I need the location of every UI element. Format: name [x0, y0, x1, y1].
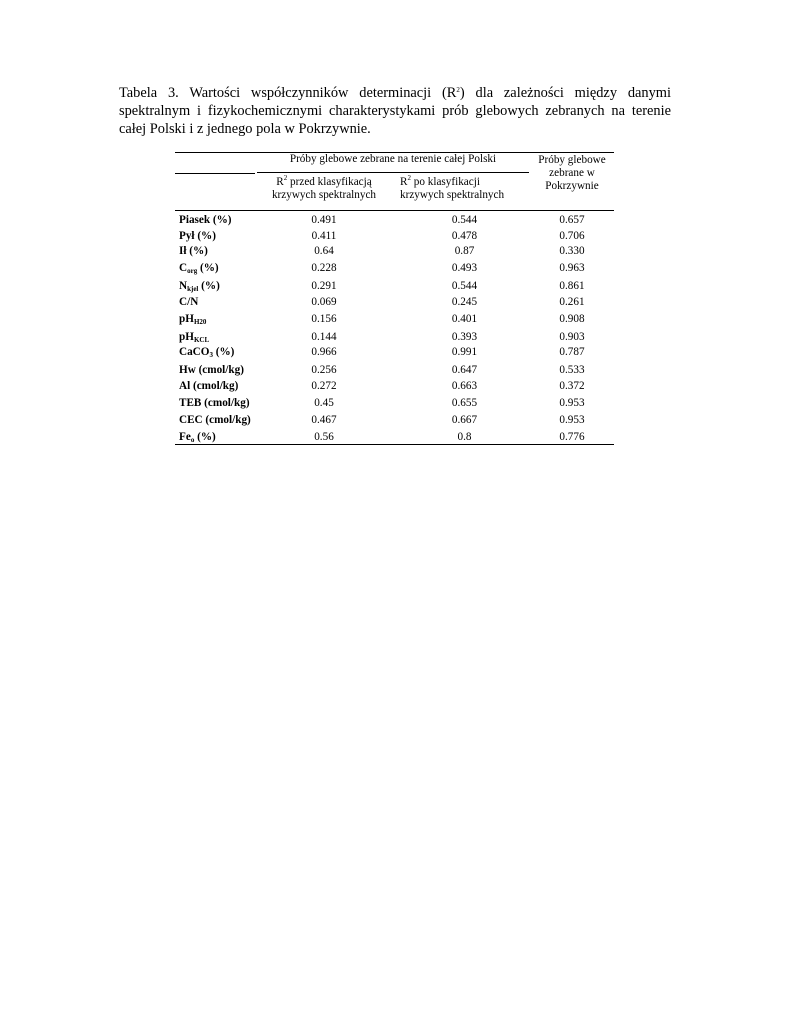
- cell-before: 0.56: [314, 431, 334, 443]
- cell-after: 0.647: [451, 364, 478, 376]
- row-label: [179, 313, 206, 326]
- cell-pokrzywno: 0.261: [559, 296, 585, 308]
- after-header-line-1: [400, 172, 529, 189]
- group-header: Próby glebowe zebrane na terenie całej Polski: [289, 153, 497, 165]
- after-header-prefix: R: [400, 176, 408, 188]
- pokrzywno-header-line-1: Próby glebowe: [538, 154, 606, 166]
- cell-after: 0.544: [451, 280, 478, 292]
- table-caption: [119, 81, 671, 138]
- row-label: [179, 214, 232, 226]
- row-label-unit: (%): [198, 280, 220, 292]
- row-label-unit: (%): [212, 346, 235, 358]
- caption-text-1: Tabela 3. Wartości współczynników determinacji (R: [119, 85, 457, 101]
- row-label-subscript: kjel: [187, 285, 199, 293]
- row-label: [179, 364, 244, 376]
- label-header-rule: [175, 173, 255, 174]
- row-label: [179, 262, 219, 275]
- pokrzywno-header-line-2: zebrane w: [549, 167, 595, 179]
- cell-pokrzywno: 0.372: [559, 380, 585, 392]
- pokrzywno-header: [530, 154, 614, 193]
- row-label: [179, 414, 251, 426]
- row-label-subscript: o: [190, 436, 195, 444]
- cell-before: 0.144: [311, 331, 337, 343]
- cell-after: 0.663: [451, 380, 478, 392]
- row-label: [179, 431, 216, 444]
- cell-after: 0.544: [451, 214, 478, 226]
- cell-pokrzywno: 0.963: [559, 262, 585, 274]
- row-label-text: Hw (cmol/kg): [179, 364, 244, 376]
- row-label: [179, 296, 198, 308]
- row-label-text: TEB (cmol/kg): [179, 397, 250, 409]
- cell-before: 0.228: [311, 262, 337, 274]
- row-label: [179, 280, 220, 293]
- before-header-prefix: R: [276, 176, 284, 188]
- cell-pokrzywno: 0.908: [559, 313, 585, 325]
- row-label-text: Pył (%): [179, 230, 216, 242]
- cell-before: 0.64: [314, 245, 334, 257]
- cell-after: 0.991: [451, 346, 478, 358]
- row-label-text: Piasek (%): [179, 214, 232, 226]
- cell-before: 0.966: [311, 346, 337, 358]
- after-header: [400, 172, 529, 202]
- row-label: [179, 331, 209, 344]
- cell-before: 0.069: [311, 296, 337, 308]
- row-label-text: C/N: [179, 296, 199, 308]
- cell-pokrzywno: 0.787: [559, 346, 585, 358]
- cell-before: 0.291: [311, 280, 337, 292]
- cell-after: 0.478: [451, 230, 478, 242]
- row-label-unit: (%): [194, 431, 216, 443]
- before-header-line-2: krzywych spektralnych: [271, 189, 377, 201]
- after-header-sup: 2: [407, 174, 411, 182]
- cell-pokrzywno: 0.533: [559, 364, 585, 376]
- row-label-text: pH: [179, 313, 194, 325]
- cell-before: 0.256: [311, 364, 337, 376]
- row-label: [179, 230, 216, 242]
- bottom-rule: [175, 444, 614, 445]
- row-label-text: Al (cmol/kg): [179, 380, 239, 392]
- before-header-sup: 2: [283, 174, 288, 182]
- cell-before: 0.156: [311, 313, 337, 325]
- cell-pokrzywno: 0.861: [559, 280, 585, 292]
- cell-after: 0.655: [451, 397, 478, 409]
- row-label-subscript: KCL: [193, 336, 210, 344]
- cell-before: 0.45: [314, 397, 334, 409]
- row-label-text: CaCO: [179, 346, 210, 358]
- cell-after: 0.87: [454, 245, 475, 257]
- cell-before: 0.491: [311, 214, 337, 226]
- row-label: [179, 397, 250, 409]
- pokrzywno-header-line-3: Pokrzywnie: [545, 180, 599, 192]
- cell-after: 0.393: [451, 331, 478, 343]
- caption-text-1-tail: ) dla zależności między danymi: [459, 85, 672, 101]
- before-header: [257, 172, 391, 202]
- row-label-subscript: H20: [193, 318, 207, 326]
- caption-line-1: [119, 81, 671, 102]
- row-label: [179, 380, 238, 392]
- cell-after: 0.401: [451, 313, 478, 325]
- caption-line-3: całej Polski i z jednego pola w Pokrzywnie.: [119, 121, 371, 137]
- cell-pokrzywno: 0.903: [559, 331, 585, 343]
- caption-superscript: 2: [456, 86, 460, 94]
- row-label: [179, 346, 234, 359]
- cell-after: 0.8: [457, 431, 472, 443]
- cell-pokrzywno: 0.330: [559, 245, 585, 257]
- row-label-text: N: [179, 280, 188, 292]
- cell-after: 0.667: [451, 414, 478, 426]
- before-header-text: przed klasyfikacją: [287, 176, 372, 188]
- row-label-text: C: [179, 262, 188, 274]
- cell-before: 0.467: [311, 414, 337, 426]
- row-label-text: Fe: [179, 431, 191, 443]
- cell-after: 0.493: [451, 262, 478, 274]
- row-label-unit: (%): [197, 262, 219, 274]
- row-label-subscript: org: [187, 267, 198, 275]
- after-header-line-2: krzywych spektralnych: [400, 189, 505, 201]
- cell-before: 0.272: [311, 380, 337, 392]
- cell-pokrzywno: 0.953: [559, 397, 585, 409]
- cell-before: 0.411: [311, 230, 337, 242]
- header-bottom-rule: [175, 210, 614, 211]
- cell-after: 0.245: [451, 296, 478, 308]
- cell-pokrzywno: 0.776: [559, 431, 585, 443]
- cell-pokrzywno: 0.657: [559, 214, 585, 226]
- caption-line-2: spektralnym i fizykochemicznymi charakterystykami prób glebowych zebranych na terenie: [119, 103, 671, 119]
- row-label-text: pH: [179, 331, 194, 343]
- before-header-line-1: [257, 172, 391, 189]
- row-label-text: Ił (%): [179, 245, 208, 257]
- row-label-subscript: 3: [209, 351, 213, 359]
- cell-pokrzywno: 0.953: [559, 414, 585, 426]
- after-header-text: po klasyfikacji: [410, 176, 480, 188]
- row-label: [179, 245, 208, 257]
- cell-pokrzywno: 0.706: [559, 230, 585, 242]
- row-label-text: CEC (cmol/kg): [179, 414, 251, 426]
